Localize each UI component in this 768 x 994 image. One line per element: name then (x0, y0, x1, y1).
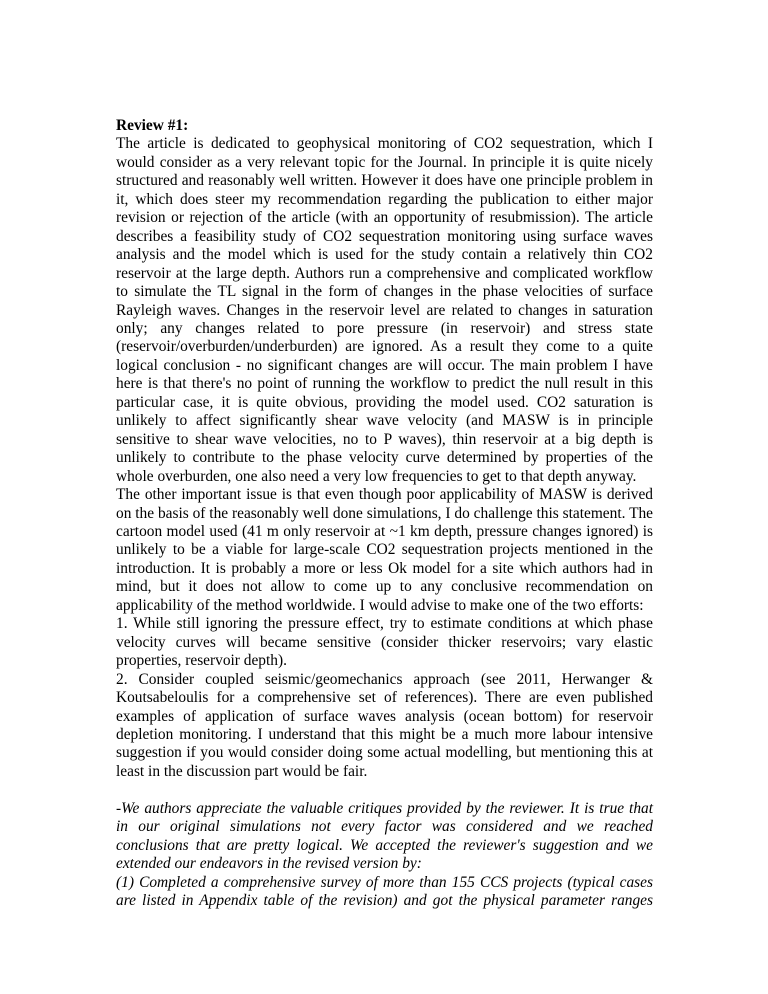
review-heading: Review #1: (116, 117, 189, 134)
paragraph-gap (116, 781, 653, 799)
review-paragraph: The other important issue is that even though poor applicability of MASW is derived on the basis of the reasonably well done simulations, I do challenge this statement. The cartoon model used (41 m only reservoir at ~1 km depth, pressure changes ignored) is unlikely to be a viable for large-scale CO2 sequestration projects mentioned in the introduction. It is probably a more or less Ok model for a site which authors had in mind, but it does not allow to come up to any conclusive recommendation on applicability of the method worldwide. I would advise to make one of the two efforts: (116, 486, 653, 614)
response-list-item: (1) Completed a comprehensive survey of more than 155 CCS projects (typical cases are listed in Appendix table of the revision) and got the physical parameter ranges (116, 873, 653, 910)
review-list-item: 1. While still ignoring the pressure effect, try to estimate conditions at which phase velocity curves will became sensitive (consider thicker reservoirs; vary elastic properties, reservoir depth). (116, 615, 653, 670)
response-paragraph: -We authors appreciate the valuable critiques provided by the reviewer. It is true that in our original simulations not every factor was considered and we reached conclusions that are pretty logical. We accepted the reviewer's suggestion and we extended our endeavors in the revised version by: (116, 799, 653, 873)
review-paragraph: The article is dedicated to geophysical monitoring of CO2 sequestration, which I would consider as a very relevant topic for the Journal. In principle it is quite nicely structured and reasonably well written. However it does have one principle problem in it, which does steer my recommendation regarding the publication to either major revision or rejection of the article (with an opportunity of resubmission). The article describes a feasibility study of CO2 sequestration monitoring using surface waves analysis and the model which is used for the study contain a relatively thin CO2 reservoir at the large depth. Authors run a comprehensive and complicated workflow to simulate the TL signal in the form of changes in the phase velocities of surface Rayleigh waves. Changes in the reservoir level are related to changes in saturation only; any changes related to pore pressure (in reservoir) and stress state (reservoir/overburden/underburden) are ignored. As a result they come to a quite logical conclusion - no significant changes are will occur. The main problem I have here is that there's no point of running the workflow to predict the null result in this particular case, it is quite obvious, providing the model used. CO2 saturation is unlikely to affect significantly shear wave velocity (and MASW is in principle sensitive to shear wave velocities, no to P waves), thin reservoir at a big depth is unlikely to contribute to the phase velocity curve determined by properties of the whole overburden, one also need a very low frequencies to get to that depth anyway. (116, 135, 653, 485)
document-page (116, 117, 653, 910)
review-list-item: 2. Consider coupled seismic/geomechanics approach (see 2011, Herwanger & Koutsabeloulis for a comprehensive set of references). There are even published examples of application of surface waves analysis (ocean bottom) for reservoir depletion monitoring. I understand that this might be a much more labour intensive suggestion if you would consider doing some actual modelling, but mentioning this at least in the discussion part would be fair. (116, 670, 653, 780)
